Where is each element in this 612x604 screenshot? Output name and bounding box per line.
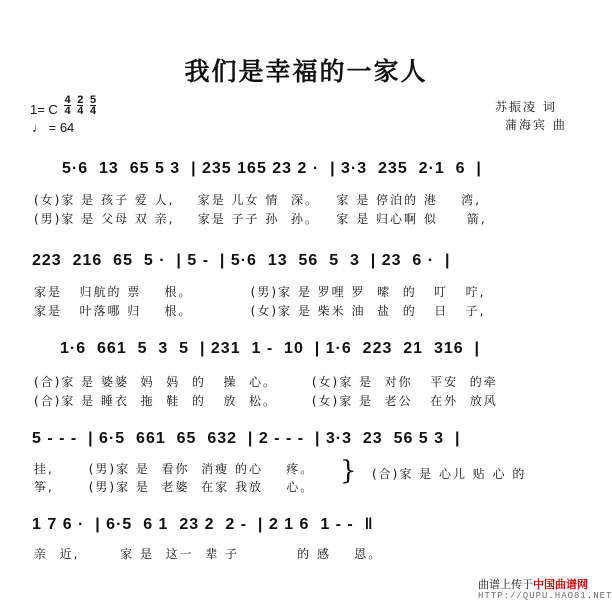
lyrics-line-1b: (男)家 是 父母 双 亲, 家是 子子 孙 孙。 家 是 归心啊 似 箭, (34, 212, 487, 226)
song-title: 我们是幸福的一家人 (184, 57, 428, 86)
lyrics-line-3a: (合)家 是 婆婆 妈 妈 的 操 心。 (女)家 是 对你 平安 的牵 (34, 375, 498, 389)
lyrics-line-5: 亲 近, 家 是 这一 辈 子 的 感 恩。 (34, 547, 383, 561)
notation-line-3: 1·6 661 5 3 5 | 231 1 - 10 | 1·6 223 21 316 | (60, 340, 480, 357)
lyrics-line-3b: (合)家 是 睡衣 拖 鞋 的 放 松。 (女)家 是 老公 在外 放风 (34, 394, 498, 408)
notation-line-5: 1 7 6 · | 6·5 6 1 23 2 2 - | 2 1 6 1 - - ‖ (32, 516, 374, 533)
key-label: 1= C (30, 102, 58, 117)
lyrics-line-2b: 家是 叶落哪 归 根。 (女)家 是 柴米 油 盐 的 日 子, (34, 304, 486, 318)
time-signature-1: $\frac{4}{4}$ (64, 94, 71, 117)
time-signature-2: $\frac{2}{4}$ (77, 94, 84, 117)
lyrics-line-4a: 挂, (男)家 是 看你 消瘦 的心 疼。 (34, 462, 315, 476)
time-signature-3: $\frac{5}{4}$ (89, 94, 97, 117)
chorus-lyric: (合)家 是 心儿 贴 心 的 (372, 467, 527, 481)
lyrics-line-2a: 家是 归航的 票 根。 (男)家 是 罗哩 罗 嗦 的 叮 咛, (34, 285, 486, 299)
lyric-brace: } (340, 456, 357, 486)
notation-line-2: 223 216 65 5 · | 5 - | 5·6 13 56 5 3 | 23 6 · | (32, 252, 451, 269)
notation-line-4: 5 - - - | 6·5 661 65 632 | 2 - - - | 3·3 23 56 5 3 | (32, 430, 461, 447)
footer-url: HTTP://QUPU.HAO81.NET (478, 591, 612, 601)
footer-site (478, 576, 588, 592)
key-signature (30, 95, 96, 117)
composer-credit: 蒲海宾 曲 (505, 118, 567, 132)
lyrics-line-4b: 筝, (男)家 是 老婆 在家 我放 心。 (34, 480, 315, 494)
notation-line-1: 5·6 13 65 5 3 | 235 165 23 2 · | 3·3 235 2·1 6 | (62, 160, 482, 177)
lyrics-line-1a: (女)家 是 孩子 爱 人, 家是 儿女 情 深。 家 是 停泊的 港 湾, (34, 193, 481, 207)
footer-prefix: 曲谱上传于 (478, 579, 533, 591)
lyricist-credit: 苏振凌 词 (495, 100, 557, 114)
footer-site-name: 中国曲谱网 (533, 579, 588, 591)
tempo-marking: ♩ = 64 (32, 120, 75, 135)
